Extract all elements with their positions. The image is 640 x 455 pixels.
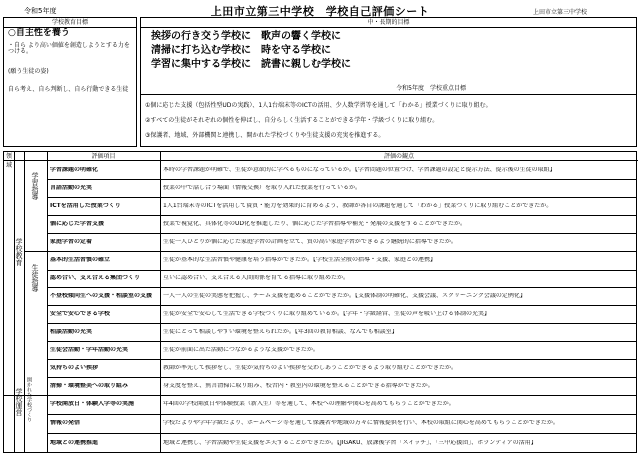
- evaluation-viewpoint: 一人一人の生徒の実態を把握し、チーム支援を進めることができたか。【支援体制の明確化、支援会議、スクリーニング会議の定例化】: [163, 292, 526, 299]
- evaluation-viewpoint: 生徒が前面に出た活動につながるような支援ができたか。: [163, 346, 319, 353]
- evaluation-viewpoint: 学校だよりや学年学級だより、ホームページ等を通して保護者や地域の方々に情報提供を行い、本校の取組に関心を高めてもらうことができたか。: [163, 420, 559, 426]
- item-column-header: 評価項目: [47, 152, 160, 161]
- evaluation-item: 相談活動の充実: [50, 328, 93, 335]
- education-goal-main: ○自主性を養う: [8, 28, 70, 38]
- evaluation-item: 不登校傾向生への支援・相談室の支援: [50, 292, 153, 299]
- evaluation-item: 個に応じた学習支援: [50, 220, 105, 227]
- slogan: 挨拶の行き交う学校に: [151, 31, 251, 42]
- evaluation-item: ICTを活用した授業づくり: [50, 202, 121, 209]
- evaluation-viewpoint: 生徒が安全で安心して生活できる学校づくりに取り組めているか。【学年・学級経営、生徒の声を吸い上げる体制の充実】: [163, 310, 491, 317]
- desired-student-heading: (願う生徒の姿): [8, 68, 49, 75]
- evaluation-viewpoint: 年4回の学校開放日や体験授業（新入生）等を通して、本校への理解や関心を高めてもらうことができたか。: [163, 401, 455, 407]
- desired-student-text: 自ら考え、自ら判断し、自ら行動できる生徒: [8, 86, 129, 93]
- evaluation-viewpoint: 地域と連携し、学習活動や生徒支援をエ夫することができたか。【JIGAKU、放課後学習「スイッチ」、「三中応援団」、ボランティアの活用】: [163, 439, 537, 446]
- subgroup-label-open-school: 開かれた学校づくり: [26, 377, 32, 422]
- subgroup-label-learning: 学習指導: [31, 172, 39, 200]
- evaluation-viewpoint: 1人1台端末等のICTを活用して資質・能力を効果的に育めるよう、教師が各自の課題を通して「わかる」授業づくりに取り組むことができたか。: [163, 202, 553, 209]
- evaluation-viewpoint: 生徒一人ひとりが個に応じた家庭学習の計画を立て、質の高い家庭学習ができるよう継続的に指導できたか。: [163, 238, 457, 245]
- sheet-title: 上田市立第三中学校 学校自己評価シート: [210, 5, 430, 18]
- evaluation-item: 学校開放日・体験入学等の実施: [50, 401, 135, 407]
- focus-goal-item: ③保護者、地域、外部機関と連携し、開かれた学校づくりや生徒支援の充実を推進する。: [145, 132, 385, 139]
- focus-goal-item: ①個に応じた支援（包括性型UDの実践）、1人1台端末等のICTの活用、少人数学習等を通して「わかる」授業づくりに取り組む。: [145, 102, 492, 109]
- evaluation-viewpoint: 生徒にとって相談しやすい環境を整えられたか。【年3回の教育相談、なんでも相談室】: [163, 328, 398, 335]
- education-goal-box: [3, 17, 137, 147]
- evaluation-item: 安全で安心できる学校: [50, 310, 111, 317]
- goal-slogans: [151, 30, 351, 72]
- evaluation-item: 言語活動の充実: [50, 184, 93, 191]
- evaluation-item: 地域との連携推進: [50, 439, 99, 446]
- focus-goal-list: [145, 98, 634, 143]
- evaluation-viewpoint: 授業の中で話し合う場面（情報交換）を取り入れた授業を行っているか。: [163, 184, 362, 191]
- education-goal-detail: ・自ら より高い価値を創造しようとする力をつける。: [8, 42, 130, 55]
- area-column-header: 領域: [5, 153, 12, 169]
- slogan: 読書に親しむ学校に: [261, 59, 351, 70]
- focus-goal-label: 令和5年度 学校重点目標: [141, 84, 636, 95]
- slogan: 清掃に打ち込む学校に: [151, 45, 251, 56]
- evaluation-item: 学習課題の明確化: [50, 166, 99, 173]
- evaluation-viewpoint: 身支度を整え、無言清掃に取り組み、校舎内・教室内の環境を整えることができる指導ができたか。: [163, 382, 434, 389]
- evaluation-viewpoint: 互いに認め合い、支え合える人間関係を育てる指導に取り組めたか。: [163, 275, 350, 281]
- mid-long-term-goal-label: 中・長期的目標: [141, 18, 636, 28]
- school-name: 上田市立第三中学校: [533, 9, 588, 16]
- evaluation-item: 清掃・環境整美への取り組み: [50, 382, 129, 389]
- mid-long-term-goal-box: [140, 17, 637, 147]
- subgroup-label-student-guidance: 生徒指導: [31, 264, 39, 292]
- group-label-school-education: 学校教育: [15, 238, 23, 266]
- evaluation-viewpoint: 授業で視覚化、具体化等のUD化を推進したり、個に応じた学習指導や補充・発展の支援をすることができたか。: [163, 220, 467, 227]
- focus-goal-item: ②すべての生徒がそれぞれの個性を伸ばし、自分らしく生活することができる学年・学級づくりに取り組む。: [145, 117, 439, 124]
- view-column-header: 評価の観点: [160, 152, 638, 161]
- fiscal-year-label: 令和5年度: [24, 7, 57, 15]
- slogan: 学習に集中する学校に: [151, 59, 251, 70]
- evaluation-viewpoint: 本時の学習課題が明確で、生徒が意欲的に学べるものになっているか。【学習問題の位置づけ、学習課題の設定と提示方法、提示後の生徒の取組】: [163, 166, 556, 173]
- evaluation-viewpoint: 教師が率先して挨拶をし、生徒が気持ちのよい挨拶を交わしあうことができるよう取り組むことができたか。: [163, 364, 458, 371]
- slogan: 時を守る学校に: [261, 45, 331, 56]
- evaluation-item: 認め合い、支え合える集団づくり: [50, 275, 141, 281]
- evaluation-item: 気持ちのよい挨拶: [50, 364, 99, 371]
- evaluation-viewpoint: 生徒が基本的な生活習慣や健康を培う指導ができたか。【学校生活全般の指導・支援、家庭との連携】: [163, 257, 437, 263]
- evaluation-item: 生徒会活動・学年活動の充実: [50, 346, 129, 353]
- evaluation-item: 情報の発信: [50, 420, 81, 426]
- evaluation-table: [3, 151, 637, 453]
- evaluation-item: 家庭学習の定着: [50, 238, 93, 245]
- slogan: 歌声の響く学校に: [261, 31, 341, 42]
- evaluation-item: 基本的生活習慣の確立: [50, 257, 111, 263]
- group-label-school-management: 学校運営: [15, 388, 23, 416]
- education-goal-label: 学校教育目標: [4, 18, 136, 28]
